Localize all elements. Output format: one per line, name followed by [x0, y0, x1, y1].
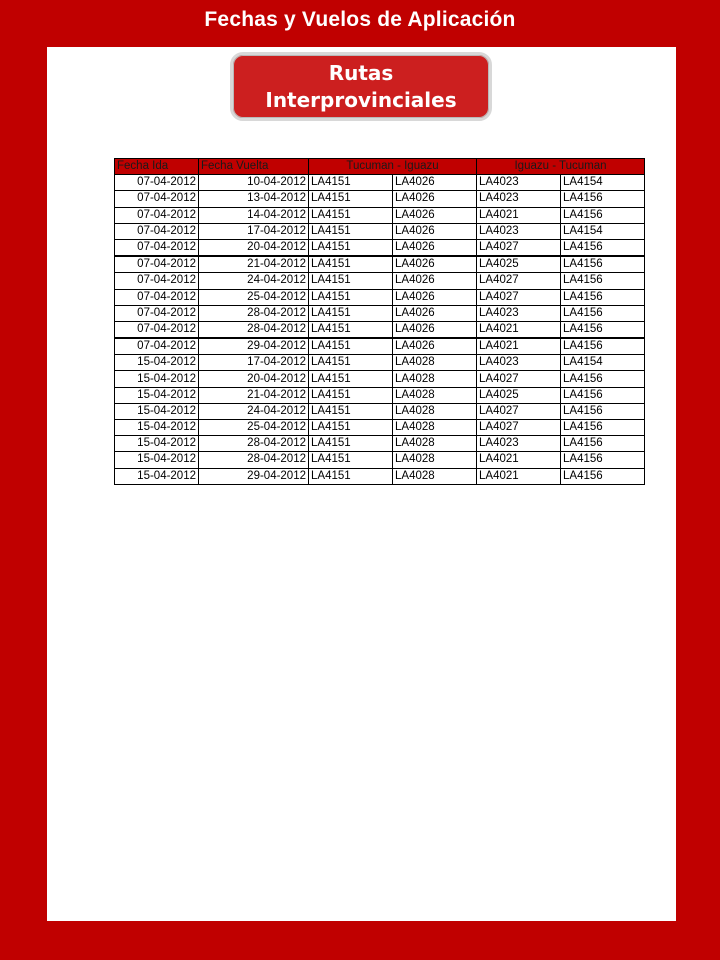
flight-ida-2-cell: LA4026	[393, 289, 477, 305]
flight-vuelta-2-cell: LA4156	[561, 289, 645, 305]
header-fecha-ida: Fecha Ida	[115, 159, 199, 175]
flight-ida-2-cell: LA4028	[393, 420, 477, 436]
flight-ida-1-cell: LA4151	[309, 191, 393, 207]
table-row	[115, 207, 645, 223]
flight-vuelta-1-cell: LA4023	[477, 191, 561, 207]
flight-ida-1-cell: LA4151	[309, 387, 393, 403]
flight-vuelta-2-cell: LA4154	[561, 175, 645, 191]
flight-ida-1-cell: LA4151	[309, 338, 393, 355]
flight-vuelta-1-cell: LA4021	[477, 207, 561, 223]
fecha-ida-cell: 15-04-2012	[115, 355, 199, 371]
flight-vuelta-2-cell: LA4156	[561, 321, 645, 338]
fecha-ida-cell: 07-04-2012	[115, 321, 199, 338]
table-row	[115, 273, 645, 289]
flight-vuelta-2-cell: LA4154	[561, 355, 645, 371]
fecha-vuelta-cell: 28-04-2012	[199, 452, 309, 468]
flight-ida-2-cell: LA4028	[393, 371, 477, 387]
table-row	[115, 175, 645, 191]
flights-table	[114, 158, 645, 485]
table-row	[115, 452, 645, 468]
flight-ida-2-cell: LA4026	[393, 175, 477, 191]
flight-vuelta-1-cell: LA4027	[477, 420, 561, 436]
table-row	[115, 305, 645, 321]
table-row	[115, 321, 645, 338]
fecha-vuelta-cell: 21-04-2012	[199, 387, 309, 403]
flight-vuelta-1-cell: LA4025	[477, 387, 561, 403]
fecha-ida-cell: 15-04-2012	[115, 420, 199, 436]
flight-ida-1-cell: LA4151	[309, 355, 393, 371]
fecha-ida-cell: 07-04-2012	[115, 305, 199, 321]
fecha-ida-cell: 15-04-2012	[115, 468, 199, 484]
fecha-ida-cell: 07-04-2012	[115, 273, 199, 289]
flight-vuelta-1-cell: LA4021	[477, 338, 561, 355]
fecha-ida-cell: 15-04-2012	[115, 403, 199, 419]
fecha-ida-cell: 07-04-2012	[115, 207, 199, 223]
fecha-ida-cell: 07-04-2012	[115, 256, 199, 273]
fecha-vuelta-cell: 13-04-2012	[199, 191, 309, 207]
flight-vuelta-2-cell: LA4156	[561, 191, 645, 207]
fecha-vuelta-cell: 14-04-2012	[199, 207, 309, 223]
table-row	[115, 468, 645, 484]
flight-vuelta-2-cell: LA4156	[561, 403, 645, 419]
fecha-ida-cell: 15-04-2012	[115, 436, 199, 452]
header-fecha-vuelta: Fecha Vuelta	[199, 159, 309, 175]
fecha-vuelta-cell: 10-04-2012	[199, 175, 309, 191]
flight-vuelta-1-cell: LA4027	[477, 273, 561, 289]
fecha-vuelta-cell: 28-04-2012	[199, 305, 309, 321]
flight-ida-1-cell: LA4151	[309, 420, 393, 436]
table-row	[115, 191, 645, 207]
fecha-vuelta-cell: 20-04-2012	[199, 239, 309, 256]
flight-vuelta-2-cell: LA4156	[561, 468, 645, 484]
flight-vuelta-2-cell: LA4156	[561, 436, 645, 452]
flight-ida-1-cell: LA4151	[309, 207, 393, 223]
flight-ida-1-cell: LA4151	[309, 321, 393, 338]
flight-ida-2-cell: LA4026	[393, 207, 477, 223]
fecha-vuelta-cell: 24-04-2012	[199, 273, 309, 289]
fecha-vuelta-cell: 21-04-2012	[199, 256, 309, 273]
fecha-ida-cell: 15-04-2012	[115, 387, 199, 403]
flight-vuelta-2-cell: LA4156	[561, 452, 645, 468]
flight-ida-1-cell: LA4151	[309, 436, 393, 452]
flight-ida-2-cell: LA4026	[393, 256, 477, 273]
flight-vuelta-1-cell: LA4021	[477, 321, 561, 338]
fecha-ida-cell: 07-04-2012	[115, 223, 199, 239]
flight-vuelta-2-cell: LA4156	[561, 239, 645, 256]
fecha-ida-cell: 07-04-2012	[115, 175, 199, 191]
fecha-ida-cell: 07-04-2012	[115, 289, 199, 305]
flight-ida-1-cell: LA4151	[309, 452, 393, 468]
flight-vuelta-1-cell: LA4027	[477, 239, 561, 256]
flight-ida-1-cell: LA4151	[309, 175, 393, 191]
table-row	[115, 289, 645, 305]
flight-ida-1-cell: LA4151	[309, 371, 393, 387]
flight-ida-1-cell: LA4151	[309, 223, 393, 239]
flight-vuelta-1-cell: LA4023	[477, 223, 561, 239]
flight-vuelta-2-cell: LA4156	[561, 273, 645, 289]
flight-vuelta-1-cell: LA4021	[477, 468, 561, 484]
flight-ida-2-cell: LA4026	[393, 338, 477, 355]
flight-ida-2-cell: LA4026	[393, 321, 477, 338]
flight-vuelta-1-cell: LA4023	[477, 175, 561, 191]
flight-ida-2-cell: LA4026	[393, 273, 477, 289]
header-tucuman-iguazu: Tucuman - Iguazu	[309, 159, 477, 175]
table-body	[115, 175, 645, 485]
flight-ida-2-cell: LA4028	[393, 452, 477, 468]
page-title: Fechas y Vuelos de Aplicación	[204, 8, 516, 31]
fecha-ida-cell: 15-04-2012	[115, 452, 199, 468]
table-header-row	[115, 159, 645, 175]
fecha-vuelta-cell: 24-04-2012	[199, 403, 309, 419]
flight-ida-2-cell: LA4028	[393, 387, 477, 403]
fecha-vuelta-cell: 25-04-2012	[199, 420, 309, 436]
flight-vuelta-1-cell: LA4023	[477, 436, 561, 452]
fecha-vuelta-cell: 28-04-2012	[199, 436, 309, 452]
flight-ida-2-cell: LA4026	[393, 191, 477, 207]
table-row	[115, 355, 645, 371]
fecha-vuelta-cell: 17-04-2012	[199, 223, 309, 239]
table-row	[115, 403, 645, 419]
flight-vuelta-1-cell: LA4025	[477, 256, 561, 273]
flight-vuelta-1-cell: LA4023	[477, 355, 561, 371]
fecha-vuelta-cell: 25-04-2012	[199, 289, 309, 305]
flight-vuelta-1-cell: LA4021	[477, 452, 561, 468]
flight-vuelta-2-cell: LA4156	[561, 371, 645, 387]
flight-ida-2-cell: LA4028	[393, 436, 477, 452]
fecha-vuelta-cell: 29-04-2012	[199, 338, 309, 355]
fecha-vuelta-cell: 29-04-2012	[199, 468, 309, 484]
flight-vuelta-2-cell: LA4156	[561, 207, 645, 223]
flight-vuelta-1-cell: LA4027	[477, 371, 561, 387]
route-title-box	[230, 52, 492, 121]
flight-ida-1-cell: LA4151	[309, 239, 393, 256]
table-row	[115, 239, 645, 256]
flight-vuelta-2-cell: LA4156	[561, 387, 645, 403]
fecha-ida-cell: 07-04-2012	[115, 338, 199, 355]
fecha-ida-cell: 07-04-2012	[115, 191, 199, 207]
flight-ida-1-cell: LA4151	[309, 403, 393, 419]
flight-vuelta-1-cell: LA4023	[477, 305, 561, 321]
flight-ida-2-cell: LA4028	[393, 403, 477, 419]
flight-ida-1-cell: LA4151	[309, 289, 393, 305]
flight-vuelta-2-cell: LA4156	[561, 338, 645, 355]
flight-ida-2-cell: LA4028	[393, 355, 477, 371]
flight-vuelta-1-cell: LA4027	[477, 289, 561, 305]
flight-ida-2-cell: LA4026	[393, 305, 477, 321]
fecha-ida-cell: 15-04-2012	[115, 371, 199, 387]
route-title-label: Rutas Interprovinciales	[265, 60, 457, 112]
table-row	[115, 436, 645, 452]
flight-vuelta-1-cell: LA4027	[477, 403, 561, 419]
header-iguazu-tucuman: Iguazu - Tucuman	[477, 159, 645, 175]
flight-ida-1-cell: LA4151	[309, 305, 393, 321]
flight-ida-1-cell: LA4151	[309, 256, 393, 273]
flight-ida-2-cell: LA4026	[393, 223, 477, 239]
table-row	[115, 420, 645, 436]
table-row	[115, 256, 645, 273]
table-row	[115, 371, 645, 387]
table-row	[115, 223, 645, 239]
fecha-vuelta-cell: 17-04-2012	[199, 355, 309, 371]
table-row	[115, 387, 645, 403]
fecha-vuelta-cell: 20-04-2012	[199, 371, 309, 387]
table-row	[115, 338, 645, 355]
flight-vuelta-2-cell: LA4156	[561, 420, 645, 436]
flight-vuelta-2-cell: LA4156	[561, 256, 645, 273]
flight-vuelta-2-cell: LA4156	[561, 305, 645, 321]
flight-ida-2-cell: LA4028	[393, 468, 477, 484]
flight-ida-1-cell: LA4151	[309, 468, 393, 484]
flight-ida-1-cell: LA4151	[309, 273, 393, 289]
fecha-vuelta-cell: 28-04-2012	[199, 321, 309, 338]
flight-vuelta-2-cell: LA4154	[561, 223, 645, 239]
fecha-ida-cell: 07-04-2012	[115, 239, 199, 256]
flight-ida-2-cell: LA4026	[393, 239, 477, 256]
